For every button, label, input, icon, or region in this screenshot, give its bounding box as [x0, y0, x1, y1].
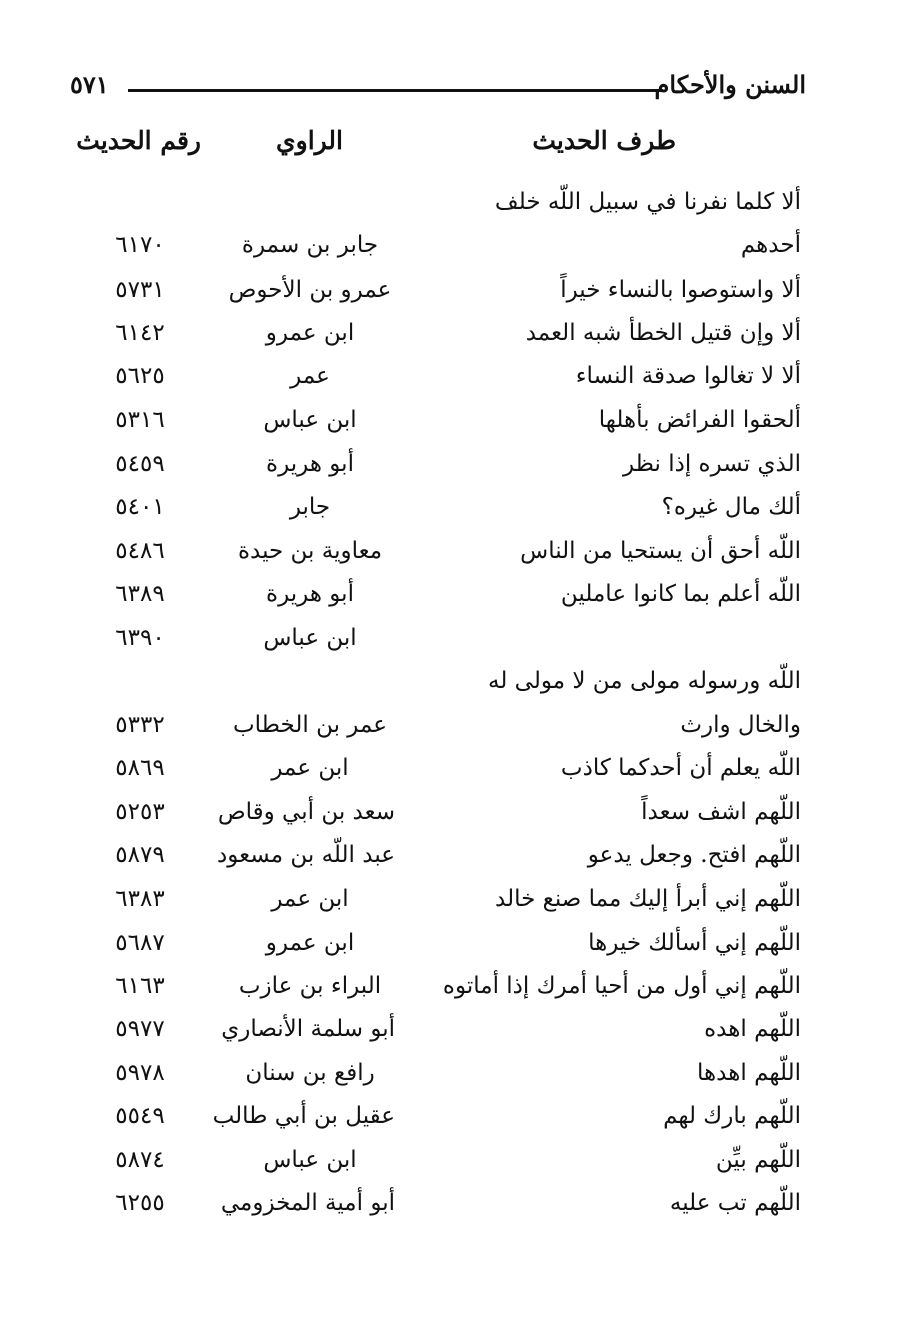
hadith-text-cell: اللّهم بيِّن — [715, 1147, 801, 1173]
table-row — [0, 616, 921, 660]
narrator-cell: عمر بن الخطاب — [232, 712, 387, 738]
hadith-text-cell: اللّهم بارك لهم — [663, 1103, 801, 1129]
hadith-number-cell: ٥٨٦٩ — [115, 755, 165, 781]
narrator-cell: البراء بن عازب — [238, 973, 382, 999]
hadith-number-cell: ٥٤٥٩ — [115, 451, 165, 477]
narrator-cell: عمر — [290, 363, 330, 389]
narrator-cell: أبو سلمة الأنصاري — [221, 1016, 395, 1042]
table-row — [0, 1094, 921, 1138]
hadith-number-cell: ٥٧٣١ — [115, 277, 165, 303]
hadith-text-cell: اللّهم افتح. وجعل يدعو — [587, 842, 801, 868]
hadith-text-cell: اللّه يعلم أن أحدكما كاذب — [560, 755, 801, 781]
hadith-number-cell: ٥٢٥٣ — [115, 799, 165, 825]
hadith-text-cell: اللّه أعلم بما كانوا عاملين — [560, 581, 801, 607]
table-row — [0, 659, 921, 703]
hadith-text-cell: اللّهم إني أبرأ إليك مما صنع خالد — [495, 886, 801, 912]
narrator-cell: عبد اللّه بن مسعود — [217, 842, 395, 868]
table-row — [0, 1138, 921, 1182]
hadith-text-cell: ألك مال غيره؟ — [661, 494, 801, 520]
narrator-cell: جابر — [289, 494, 331, 520]
hadith-number-cell: ٦٣٨٩ — [115, 581, 165, 607]
column-header-hadith-number: رقم الحديث — [76, 126, 201, 155]
table-row — [0, 833, 921, 877]
narrator-cell: أبو هريرة — [266, 581, 354, 607]
table-row — [0, 485, 921, 529]
page-number: ٥٧١ — [70, 70, 109, 99]
table-row — [0, 746, 921, 790]
narrator-cell: ابن عمرو — [265, 320, 355, 346]
hadith-number-cell: ٥٨٧٩ — [115, 842, 165, 868]
table-row — [0, 964, 921, 1008]
book-title: السنن والأحكام — [654, 70, 806, 99]
table-row — [0, 398, 921, 442]
narrator-cell: ابن عباس — [263, 407, 357, 433]
hadith-number-cell: ٦٣٩٠ — [115, 625, 165, 651]
table-row — [0, 790, 921, 834]
table-row — [0, 703, 921, 747]
hadith-number-cell: ٥٣٣٢ — [115, 712, 165, 738]
table-row — [0, 268, 921, 312]
hadith-text-cell: اللّهم اهده — [704, 1016, 801, 1042]
column-header-narrator: الراوي — [276, 126, 343, 155]
hadith-number-cell: ٦١٦٣ — [115, 973, 165, 999]
narrator-cell: أبو أمية المخزومي — [220, 1190, 395, 1216]
hadith-number-cell: ٥٨٧٤ — [115, 1147, 165, 1173]
hadith-number-cell: ٥٣١٦ — [115, 407, 165, 433]
hadith-text-cell: الذي تسره إذا نظر — [622, 451, 801, 477]
hadith-number-cell: ٦٢٥٥ — [115, 1190, 165, 1216]
hadith-text-cell: اللّهم إني أول من أحيا أمرك إذا أماتوه — [442, 973, 801, 999]
narrator-cell: ابن عمر — [271, 886, 349, 912]
hadith-number-cell: ٦١٧٠ — [115, 232, 165, 258]
narrator-cell: عمرو بن الأحوص — [228, 277, 392, 303]
table-row — [0, 180, 921, 224]
narrator-cell: ابن عباس — [263, 1147, 357, 1173]
hadith-text-cell: ألا كلما نفرنا في سبيل اللّه خلف — [494, 189, 801, 215]
table-row — [0, 877, 921, 921]
hadith-number-cell: ٦٣٨٣ — [115, 886, 165, 912]
table-row — [0, 442, 921, 486]
hadith-text-cell: اللّه أحق أن يستحيا من الناس — [520, 538, 801, 564]
hadith-number-cell: ٥٥٤٩ — [115, 1103, 165, 1129]
hadith-number-cell: ٥٦٢٥ — [115, 363, 165, 389]
column-headers — [0, 126, 921, 170]
narrator-cell: معاوية بن حيدة — [237, 538, 383, 564]
hadith-text-cell: ألحقوا الفرائض بأهلها — [598, 407, 801, 433]
narrator-cell: ابن عمرو — [265, 930, 355, 956]
table-row — [0, 529, 921, 573]
table-row — [0, 1051, 921, 1095]
table-row — [0, 1181, 921, 1225]
running-header — [70, 62, 806, 112]
hadith-text-cell: ألا لا تغالوا صدقة النساء — [575, 363, 801, 389]
table-row — [0, 1007, 921, 1051]
table-row — [0, 354, 921, 398]
narrator-cell: رافع بن سنان — [245, 1060, 375, 1086]
hadith-number-cell: ٥٩٧٨ — [115, 1060, 165, 1086]
hadith-text-cell: اللّهم اهدها — [697, 1060, 801, 1086]
hadith-number-cell: ٦١٤٢ — [115, 320, 165, 346]
column-header-hadith-text: طرف الحديث — [532, 126, 676, 155]
narrator-cell: أبو هريرة — [266, 451, 354, 477]
hadith-text-cell: ألا واستوصوا بالنساء خيراً — [560, 277, 801, 303]
hadith-text-cell: اللّهم اشف سعداً — [641, 799, 801, 825]
hadith-number-cell: ٥٤٠١ — [115, 494, 165, 520]
hadith-text-cell: والخال وارث — [680, 712, 801, 738]
table-row — [0, 572, 921, 616]
narrator-cell: سعد بن أبي وقاص — [217, 799, 395, 825]
table-row — [0, 921, 921, 965]
table-row — [0, 311, 921, 355]
narrator-cell: ابن عمر — [271, 755, 349, 781]
hadith-text-cell: اللّه ورسوله مولى من لا مولى له — [488, 668, 801, 694]
hadith-text-cell: ألا وإن قتيل الخطأ شبه العمد — [525, 320, 801, 346]
hadith-text-cell: اللّهم تب عليه — [669, 1190, 801, 1216]
hadith-text-cell: أحدهم — [740, 232, 801, 258]
hadith-number-cell: ٥٤٨٦ — [115, 538, 165, 564]
narrator-cell: ابن عباس — [263, 625, 357, 651]
narrator-cell: جابر بن سمرة — [241, 232, 379, 258]
table-row — [0, 223, 921, 267]
hadith-text-cell: اللّهم إني أسألك خيرها — [588, 930, 801, 956]
narrator-cell: عقيل بن أبي طالب — [212, 1103, 395, 1129]
hadith-number-cell: ٥٦٨٧ — [115, 930, 165, 956]
hadith-number-cell: ٥٩٧٧ — [115, 1016, 165, 1042]
header-rule — [128, 89, 663, 92]
